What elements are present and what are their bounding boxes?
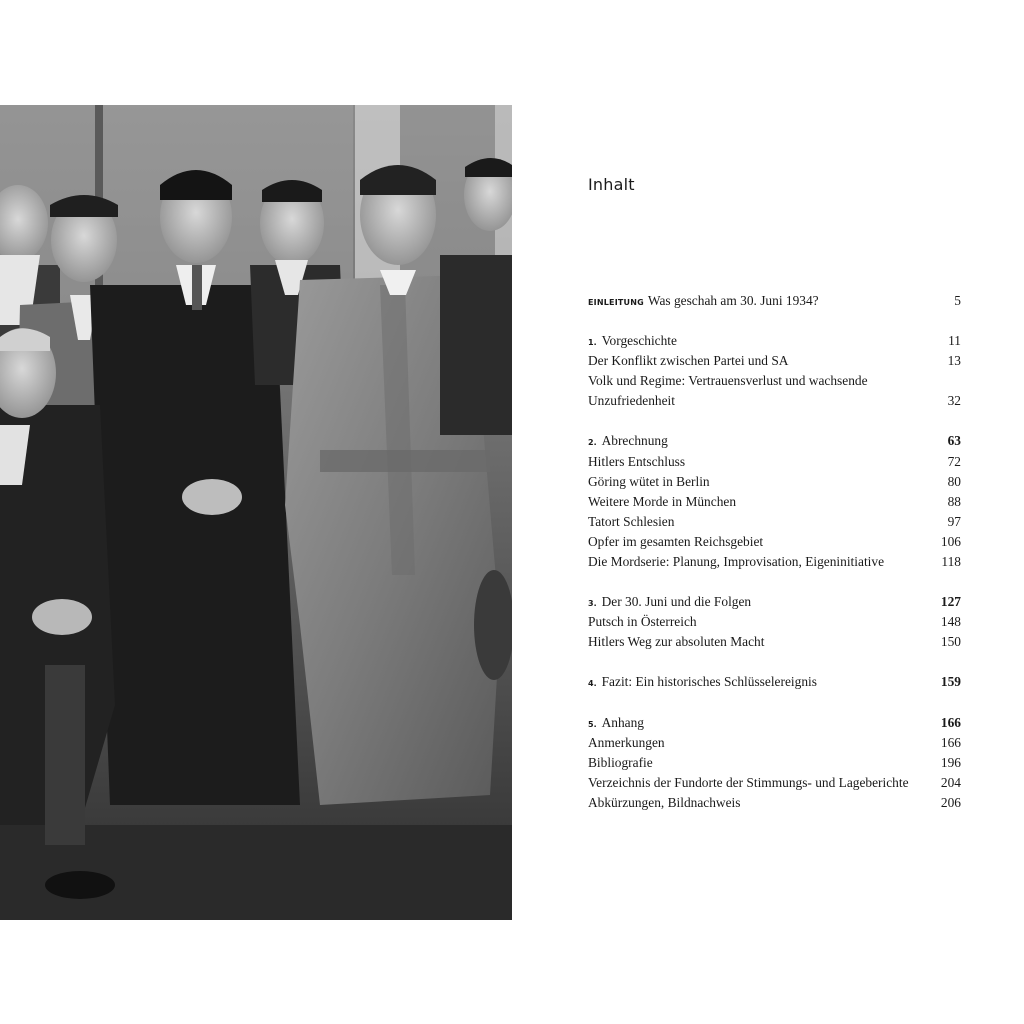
chapter-title: Vorgeschichte [601, 333, 677, 349]
intro-prefix: EINLEITUNG [588, 298, 644, 307]
section-title: Göring wütet in Berlin [588, 473, 710, 489]
toc-section[interactable] [588, 612, 961, 632]
toc-section[interactable] [588, 351, 961, 371]
section-page: 204 [940, 774, 961, 790]
section-title: Der Konflikt zwischen Partei und SA [588, 353, 789, 369]
toc-section[interactable] [588, 492, 961, 512]
chapter-page: 159 [940, 674, 961, 690]
section-page: 118 [941, 554, 961, 570]
section-page: 97 [947, 513, 961, 529]
chapter-page: 11 [948, 333, 961, 349]
section-page: 196 [940, 754, 961, 770]
chapter-title: Abrechnung [601, 433, 668, 449]
toc-intro-entry[interactable] [588, 291, 961, 311]
section-title: Putsch in Österreich [588, 614, 697, 630]
toc-section[interactable] [588, 371, 961, 391]
section-page: 150 [940, 634, 961, 650]
intro-title: Was geschah am 30. Juni 1934? [647, 293, 819, 308]
section-page: 166 [940, 734, 961, 750]
toc-section[interactable] [588, 793, 961, 813]
toc-chapter-4[interactable] [588, 672, 961, 692]
section-title: Bibliografie [588, 754, 653, 770]
section-title: Hitlers Weg zur absoluten Macht [588, 634, 765, 650]
toc-section[interactable] [588, 773, 961, 793]
section-page: 13 [947, 353, 961, 369]
section-page: 80 [947, 473, 961, 489]
chapter-title: Anhang [601, 714, 645, 730]
table-of-contents [588, 291, 961, 813]
contents-heading: Inhalt [588, 175, 635, 194]
toc-section[interactable] [588, 472, 961, 492]
section-title: Weitere Morde in München [588, 493, 737, 509]
toc-section[interactable] [588, 452, 961, 472]
toc-chapter-3[interactable] [588, 592, 961, 612]
group-photograph [0, 105, 512, 920]
chapter-number: 4. [588, 679, 597, 689]
section-title: Volk und Regime: Vertrauensverlust und wachsende [588, 373, 868, 389]
spacer [588, 652, 961, 672]
toc-section[interactable] [588, 733, 961, 753]
section-title: Abkürzungen, Bildnachweis [588, 794, 741, 810]
section-page: 72 [947, 453, 961, 469]
toc-chapter-2[interactable] [588, 431, 961, 451]
chapter-number: 5. [588, 719, 597, 729]
section-title: Opfer im gesamten Reichsgebiet [588, 533, 764, 549]
toc-chapter-1[interactable] [588, 331, 961, 351]
intro-page: 5 [954, 293, 961, 308]
section-title: Anmerkungen [588, 734, 665, 750]
chapter-number: 3. [588, 599, 597, 609]
section-page: 106 [940, 533, 961, 549]
spacer [588, 693, 961, 713]
chapter-title: Fazit: Ein historisches Schlüsselereignis [601, 674, 817, 690]
section-page: 148 [940, 614, 961, 630]
section-page: 206 [940, 794, 961, 810]
chapter-page: 63 [947, 433, 961, 449]
spacer [588, 572, 961, 592]
chapter-page: 166 [940, 714, 961, 730]
toc-section[interactable] [588, 552, 961, 572]
section-page: 88 [947, 493, 961, 509]
chapter-number: 2. [588, 438, 597, 448]
chapter-number: 1. [588, 338, 597, 348]
section-title: Die Mordserie: Planung, Improvisation, Eigeninitiative [588, 554, 885, 570]
spacer [588, 411, 961, 431]
section-title: Hitlers Entschluss [588, 453, 686, 469]
toc-section[interactable] [588, 753, 961, 773]
chapter-title: Der 30. Juni und die Folgen [601, 594, 752, 610]
spacer [588, 311, 961, 331]
toc-section[interactable] [588, 391, 961, 411]
section-page: 32 [947, 393, 961, 409]
toc-section[interactable] [588, 512, 961, 532]
section-title: Tatort Schlesien [588, 513, 675, 529]
toc-chapter-5[interactable] [588, 713, 961, 733]
toc-section[interactable] [588, 532, 961, 552]
section-title: Unzufriedenheit [588, 393, 675, 409]
toc-section[interactable] [588, 632, 961, 652]
chapter-page: 127 [940, 594, 961, 610]
section-title: Verzeichnis der Fundorte der Stimmungs- und Lageberichte [588, 774, 909, 790]
